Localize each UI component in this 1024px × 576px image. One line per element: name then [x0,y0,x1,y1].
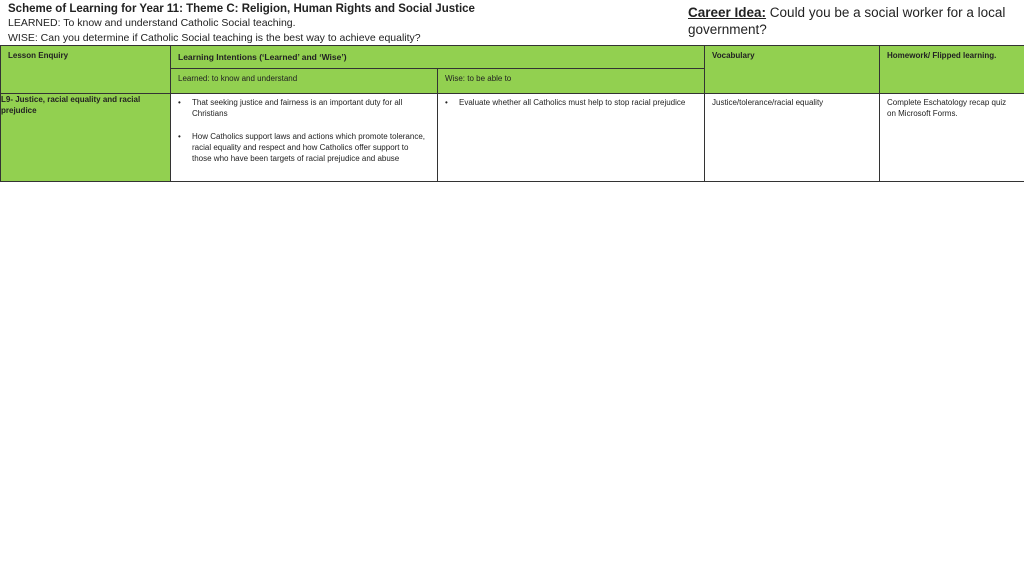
vocabulary-cell [705,94,880,182]
page-header [8,2,668,45]
homework-cell [880,94,1024,182]
subheader-wise [438,69,705,94]
career-idea [688,4,1018,38]
learned-cell [171,94,438,182]
wise-list [438,94,704,112]
list-item-text: How Catholics support laws and actions which promote tolerance, racial equality and respect and how Catholics offer support to those who have been targets of racial prejudice and abuse [192,131,426,164]
bullet-icon: • [178,131,181,141]
header-learning-intentions-label: Learning Intentions (‘Learned’ and ‘Wise’) [178,52,347,62]
career-idea-label: Career Idea: [688,5,767,20]
header-vocabulary-label: Vocabulary [712,51,755,60]
wise-cell [438,94,705,182]
header-learning-intentions [171,46,705,69]
learned-objective: LEARNED: To know and understand Catholic Social teaching. [8,17,296,29]
lesson-cell [1,94,171,182]
subheader-wise-label: Wise: to be able to [445,74,512,83]
list-item [178,97,429,120]
header-lesson-enquiry-label: Lesson Enquiry [8,51,69,60]
list-item-text: That seeking justice and fairness is an important duty for all Christians [192,98,403,119]
homework-text: Complete Eschatology recap quiz on Microsoft Forms. [887,98,1007,119]
wise-objective: WISE: Can you determine if Catholic Social teaching is the best way to achieve equality? [8,31,421,44]
header-vocabulary [705,46,880,94]
lesson-title: L9- Justice, racial equality and racial prejudice [1,95,141,115]
header-homework [880,46,1024,94]
scheme-table [0,45,1024,182]
list-item [445,97,696,108]
subheader-learned [171,69,438,94]
header-lesson-enquiry [1,46,171,94]
bullet-icon: • [178,98,181,107]
learned-list [171,94,437,168]
bullet-icon: • [445,98,448,107]
header-homework-label: Homework/ Flipped learning. [887,51,997,60]
list-item-text: Evaluate whether all Catholics must help to stop racial prejudice [459,98,686,107]
vocabulary-text: Justice/tolerance/racial equality [712,98,824,107]
subheader-learned-label: Learned: to know and understand [178,74,298,83]
career-idea-text: Could you be a social worker for a local government? [688,5,1006,37]
list-item [178,131,429,165]
page-title: Scheme of Learning for Year 11: Theme C: Religion, Human Rights and Social Justice [8,3,475,15]
